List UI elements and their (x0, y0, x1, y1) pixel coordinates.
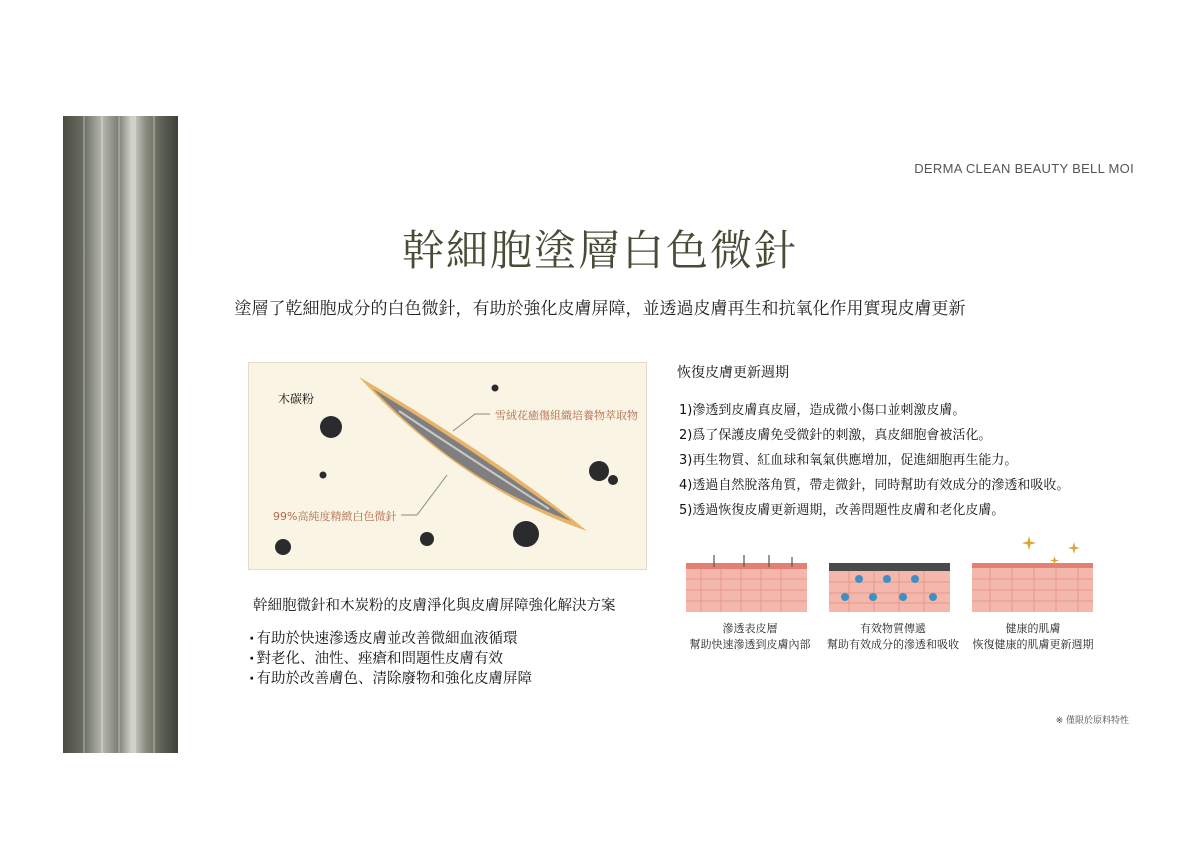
ingredient-note: ※ 僅限於原料特性 (1055, 716, 1129, 726)
caption-desc: 幫助有效成分的滲透和吸收 (827, 638, 959, 651)
caption-title: 健康的肌膚 (1005, 622, 1061, 635)
recovery-step-list (679, 398, 1069, 523)
decorative-photo-band (63, 116, 178, 753)
sparkle-icon (1068, 542, 1080, 554)
caption-desc: 恢復健康的肌膚更新週期 (972, 638, 1094, 651)
charcoal-particle (424, 538, 430, 544)
charcoal-particle (513, 521, 539, 547)
bullet-item: · 對老化、油性、痤瘡和問題性皮膚有效 (249, 649, 532, 669)
page-subtitle: 塗層了乾細胞成分的白色微針，有助於強化皮膚屏障，並透過皮膚再生和抗氧化作用實現皮膚更新 (234, 299, 966, 319)
skin-panel-delivery (829, 555, 950, 612)
needle-label: 99%高純度精緻白色微針 (273, 510, 397, 523)
recovery-step: 4)透過自然脫落角質，帶走微針，同時幫助有效成分的滲透和吸收。 (679, 478, 1070, 493)
page-title: 幹細胞塗層白色微針 (401, 226, 798, 275)
droplet-icon (869, 593, 877, 601)
skin-caption-delivery (823, 621, 963, 653)
droplet-icon (841, 593, 849, 601)
bullet-item: · 有助於快速滲透皮膚並改善微細血液循環 (249, 629, 532, 649)
charcoal-particle (320, 416, 342, 438)
caption-desc: 幫助快速滲透到皮膚內部 (689, 638, 811, 651)
skin-caption-healthy (965, 621, 1101, 653)
sparkle-icon (1022, 536, 1036, 550)
droplet-icon (911, 575, 919, 583)
skin-panel-penetration (686, 555, 807, 612)
droplet-icon (899, 593, 907, 601)
solution-title: 幹細胞微針和木炭粉的皮膚淨化與皮膚屏障強化解決方案 (253, 598, 616, 614)
charcoal-particle (589, 461, 609, 481)
charcoal-particle (320, 472, 327, 479)
droplet-icon (883, 575, 891, 583)
solution-bullet-list (249, 629, 532, 689)
charcoal-particle (275, 539, 291, 555)
droplet-icon (855, 575, 863, 583)
charcoal-particle (492, 385, 499, 392)
skin-panel-healthy (972, 555, 1093, 612)
droplet-icon (929, 593, 937, 601)
recovery-step: 5)透過恢復皮膚更新週期，改善問題性皮膚和老化皮膚。 (679, 503, 1005, 518)
recovery-step: 2)爲了保護皮膚免受微針的刺激，真皮細胞會被活化。 (679, 428, 992, 443)
needle-highlight (399, 411, 549, 509)
brand-name: DERMA CLEAN BEAUTY BELL MOI (914, 161, 1134, 176)
sparkle-icon (1050, 556, 1059, 565)
recovery-step: 3)再生物質、紅血球和氧氣供應增加，促進細胞再生能力。 (679, 453, 1018, 468)
charcoal-label: 木碳粉 (278, 392, 315, 406)
extract-label: 雪絨花癒傷組織培養物萃取物 (495, 409, 638, 422)
caption-title: 有效物質傳遞 (860, 622, 926, 635)
recovery-step: 1)滲透到皮膚真皮層，造成微小傷口並刺激皮膚。 (679, 403, 966, 418)
recovery-title: 恢復皮膚更新週期 (677, 365, 789, 381)
charcoal-particle (608, 475, 618, 485)
skin-caption-penetration (680, 621, 820, 653)
microneedle-diagram (248, 362, 647, 570)
caption-title: 滲透表皮層 (722, 622, 778, 635)
bullet-item: · 有助於改善膚色、清除廢物和強化皮膚屏障 (249, 669, 532, 689)
